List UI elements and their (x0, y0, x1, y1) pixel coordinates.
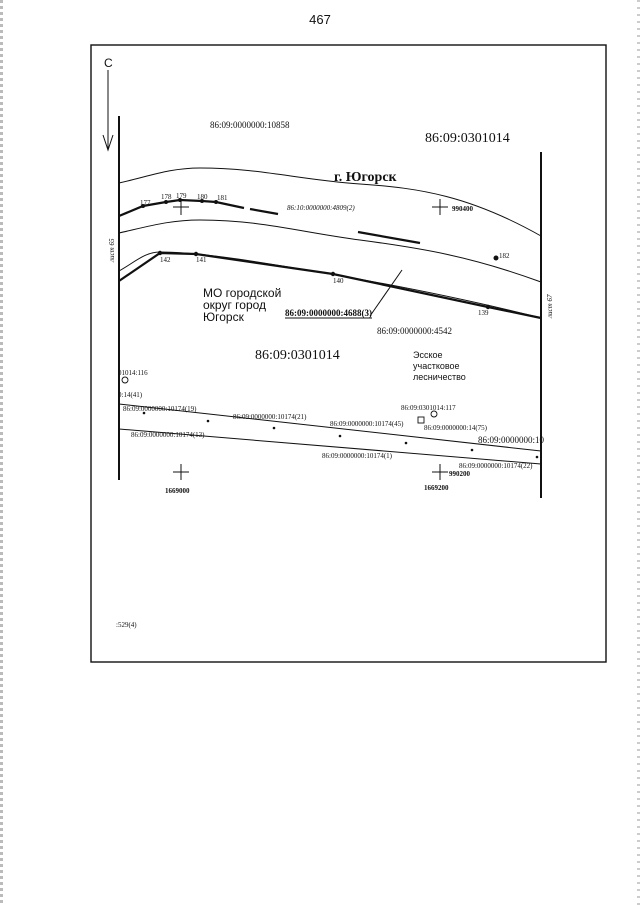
cross-1669200 (432, 464, 448, 480)
label-quarter-mid: 86:09:0301014 (255, 348, 340, 363)
label-parcel-14-75: 86:09:0000000:14(75) (424, 424, 487, 432)
label-sheet-right: лист 67 (546, 294, 554, 318)
point-140 (331, 272, 335, 276)
cross-1669000 (173, 464, 189, 480)
label-city: г. Югорск (334, 170, 397, 185)
label-parcel-10174-21: 86:09:0000000:10174(21) (233, 413, 307, 421)
label-coord-1669200: 1669200 (424, 484, 449, 492)
label-coord-990400: 990400 (452, 205, 473, 213)
label-quarter-top: 86:09:0301014 (425, 131, 510, 146)
cross-990400 (432, 199, 448, 215)
marker-dot (471, 449, 474, 452)
label-point-178: 178 (161, 193, 172, 201)
page-number: 467 (309, 12, 331, 27)
label-parcel-117: 86:09:0301014:117 (401, 404, 456, 412)
label-forestry-2: участковое (413, 361, 460, 371)
north-label: С (104, 56, 113, 70)
point-182 (494, 256, 499, 261)
label-point-182: 182 (499, 252, 510, 260)
label-point-142: 142 (160, 256, 171, 264)
label-municipality-1: МО городской (203, 286, 282, 300)
label-parcel-10174-45: 86:09:0000000:10174(45) (330, 420, 404, 428)
label-point-180: 180 (197, 193, 208, 201)
road-dash-1 (250, 209, 278, 214)
label-point-181: 181 (217, 194, 228, 202)
label-forestry-3: лесничество (413, 372, 466, 382)
label-parcel-4542: 86:09:0000000:4542 (377, 326, 453, 336)
parcel-circle-116 (122, 377, 128, 383)
label-point-140: 140 (333, 277, 344, 285)
marker-dot (405, 442, 408, 445)
label-municipality-2: округ город (203, 298, 267, 312)
label-parcel-4688: 86:09:0000000:4688(3) (285, 308, 372, 318)
label-parcel-right-10: 86:09:0000000:10 (478, 435, 545, 445)
label-coord-990200: 990200 (449, 470, 470, 478)
north-arrow-icon (103, 70, 113, 150)
label-parcel-116: 01014:116 (118, 369, 148, 377)
label-municipality-3: Югорск (203, 310, 244, 324)
label-top-parcel: 86:09:0000000:10858 (210, 120, 290, 130)
label-parcel-10174-19: 86:09:0000000:10174(19) (123, 405, 197, 413)
label-parcel-14-41: 0:14(41) (118, 391, 143, 399)
label-forestry-1: Эсское (413, 350, 443, 360)
label-dashed-road: 86:10:0000000:4809(2) (287, 204, 355, 212)
label-parcel-529: :529(4) (116, 621, 137, 629)
label-coord-1669000: 1669000 (165, 487, 190, 495)
marker-dot (536, 456, 539, 459)
label-point-179: 179 (176, 192, 187, 200)
label-point-177: 177 (140, 199, 151, 207)
label-point-141: 141 (196, 256, 207, 264)
label-sheet-left: лист 65 (108, 238, 116, 262)
leader-line (370, 270, 402, 316)
marker-dot (339, 435, 342, 438)
label-parcel-10174-13: 86:09:0000000:10174(13) (131, 431, 205, 439)
marker-dot (207, 420, 210, 423)
marker-dot (273, 427, 276, 430)
point-142 (158, 251, 162, 255)
label-parcel-10174-1: 86:09:0000000:10174(1) (322, 452, 392, 460)
label-parcel-10174-22: 86:09:0000000:10174(22) (459, 462, 533, 470)
map-frame (91, 45, 606, 662)
label-point-139: 139 (478, 309, 489, 317)
parcel-square-14-75 (418, 417, 424, 423)
boundary-line-top (119, 168, 541, 236)
